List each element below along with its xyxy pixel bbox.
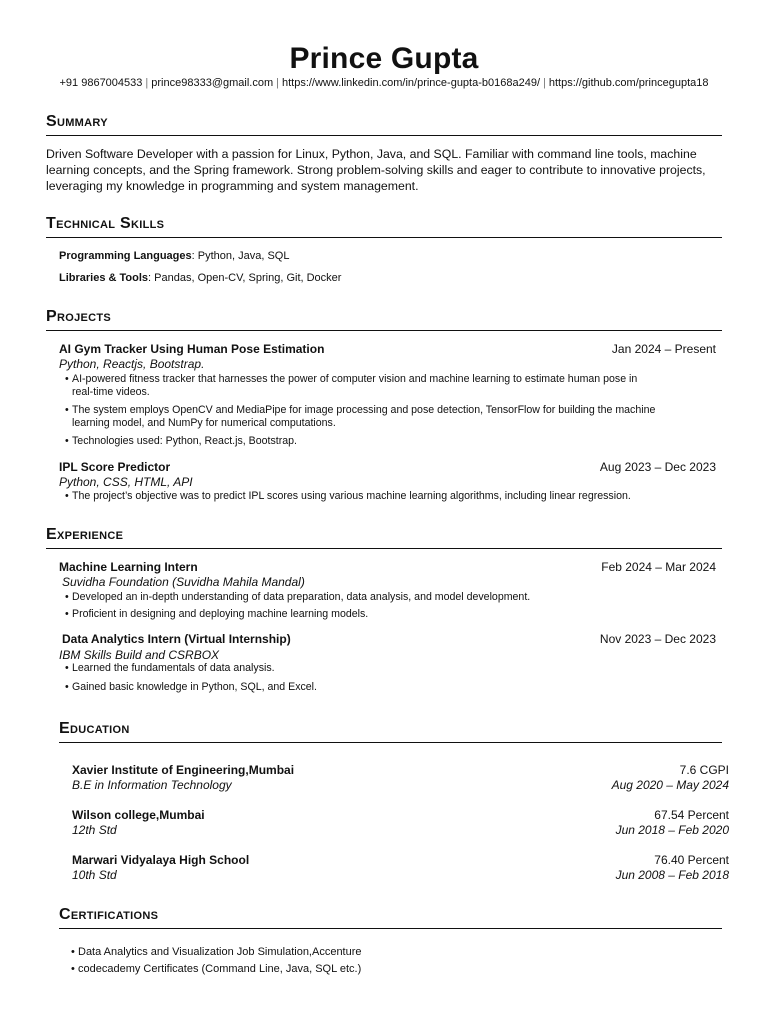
project-tech: Python, Reactjs, Bootstrap. bbox=[59, 357, 205, 371]
project-title: AI Gym Tracker Using Human Pose Estimation bbox=[59, 342, 325, 356]
skill-value: : Python, Java, SQL bbox=[191, 250, 290, 262]
education-dates: Jun 2018 – Feb 2020 bbox=[615, 823, 729, 837]
education-row bbox=[72, 763, 729, 778]
skill-value: : Pandas, Open-CV, Spring, Git, Docker bbox=[148, 272, 342, 284]
skill-row bbox=[59, 271, 341, 285]
school-score: 7.6 CGPI bbox=[679, 763, 729, 777]
education-heading: Education bbox=[59, 719, 722, 743]
summary-line: learning concepts, and the Spring framework. Strong problem-solving skills and eager to contribute to innovative projects, bbox=[46, 163, 706, 177]
experience-heading: Experience bbox=[46, 525, 722, 549]
project-row bbox=[59, 342, 716, 357]
experience-row bbox=[59, 632, 716, 647]
linkedin-link[interactable]: https://www.linkedin.com/in/prince-gupta-b0168a249/ bbox=[281, 77, 541, 89]
job-date: Nov 2023 – Dec 2023 bbox=[599, 632, 716, 646]
candidate-name: Prince Gupta bbox=[289, 42, 479, 75]
phone-number: +91 9867004533 bbox=[59, 77, 143, 89]
skills-heading: Technical Skills bbox=[46, 214, 722, 238]
project-bullet: • AI-powered fitness tracker that harnesses the power of computer vision and machine learning to estimate human pose in bbox=[72, 373, 712, 387]
education-sub bbox=[72, 868, 729, 883]
school-name: Xavier Institute of Engineering,Mumbai bbox=[72, 763, 295, 777]
degree: 10th Std bbox=[72, 868, 117, 882]
education-row bbox=[72, 808, 729, 823]
project-bullet: • Technologies used: Python, React.js, Bootstrap. bbox=[72, 435, 712, 449]
project-row bbox=[59, 460, 716, 475]
github-link[interactable]: https://github.com/princegupta18 bbox=[548, 77, 709, 89]
separator: | bbox=[276, 77, 279, 89]
job-bullet: • Learned the fundamentals of data analysis. bbox=[72, 662, 712, 676]
job-org: IBM Skills Build and CSRBOX bbox=[59, 648, 220, 662]
job-bullet: • Developed an in-depth understanding of data preparation, data analysis, and model development. bbox=[72, 591, 712, 605]
job-bullet: • Proficient in designing and deploying machine learning models. bbox=[72, 608, 712, 622]
education-row bbox=[72, 853, 729, 868]
school-score: 67.54 Percent bbox=[654, 808, 729, 822]
project-bullet-continuation: learning model, and NumPy for numerical computations. bbox=[72, 417, 336, 429]
job-title: Data Analytics Intern (Virtual Internship) bbox=[62, 632, 291, 646]
skill-row bbox=[59, 249, 289, 263]
contact-line bbox=[0, 76, 768, 90]
separator: | bbox=[145, 77, 149, 89]
job-title: Machine Learning Intern bbox=[59, 560, 198, 574]
skill-label: Libraries & Tools bbox=[59, 272, 149, 284]
project-tech: Python, CSS, HTML, API bbox=[59, 475, 193, 489]
certifications-heading: Certifications bbox=[59, 905, 722, 929]
school-score: 76.40 Percent bbox=[654, 853, 729, 867]
project-bullet-continuation: real-time videos. bbox=[72, 386, 150, 398]
job-bullet: • Gained basic knowledge in Python, SQL, and Excel. bbox=[72, 681, 712, 695]
summary-line: leveraging my knowledge in programming and system management. bbox=[46, 179, 419, 193]
education-dates: Aug 2020 – May 2024 bbox=[611, 778, 729, 792]
email-link[interactable]: prince98333@gmail.com bbox=[151, 77, 274, 89]
education-sub bbox=[72, 823, 729, 838]
summary-line: Driven Software Developer with a passion for Linux, Python, Java, and SQL. Familiar with command line tools, machine bbox=[46, 147, 697, 161]
job-org: Suvidha Foundation (Suvidha Mahila Mandal) bbox=[62, 575, 305, 589]
separator: | bbox=[543, 77, 546, 89]
certification-item: • Data Analytics and Visualization Job Simulation,Accenture bbox=[78, 945, 362, 959]
degree: B.E in Information Technology bbox=[72, 778, 232, 792]
education-sub bbox=[72, 778, 729, 793]
project-bullet: • The project’s objective was to predict IPL scores using various machine learning algorithms, including linear regression. bbox=[72, 490, 712, 504]
project-title: IPL Score Predictor bbox=[59, 460, 171, 474]
project-date: Jan 2024 – Present bbox=[611, 342, 716, 356]
degree: 12th Std bbox=[72, 823, 117, 837]
education-dates: Jun 2008 – Feb 2018 bbox=[615, 868, 729, 882]
school-name: Wilson college,Mumbai bbox=[72, 808, 205, 822]
school-name: Marwari Vidyalaya High School bbox=[72, 853, 250, 867]
skill-label: Programming Languages bbox=[59, 250, 192, 262]
summary-heading: Summary bbox=[46, 112, 722, 136]
job-date: Feb 2024 – Mar 2024 bbox=[601, 560, 716, 574]
certification-item: • codecademy Certificates (Command Line, Java, SQL etc.) bbox=[78, 962, 361, 976]
project-bullet: • The system employs OpenCV and MediaPipe for image processing and pose detection, TensorFlow for building the machine bbox=[72, 404, 712, 418]
project-date: Aug 2023 – Dec 2023 bbox=[599, 460, 716, 474]
experience-row bbox=[59, 560, 716, 575]
projects-heading: Projects bbox=[46, 307, 722, 331]
